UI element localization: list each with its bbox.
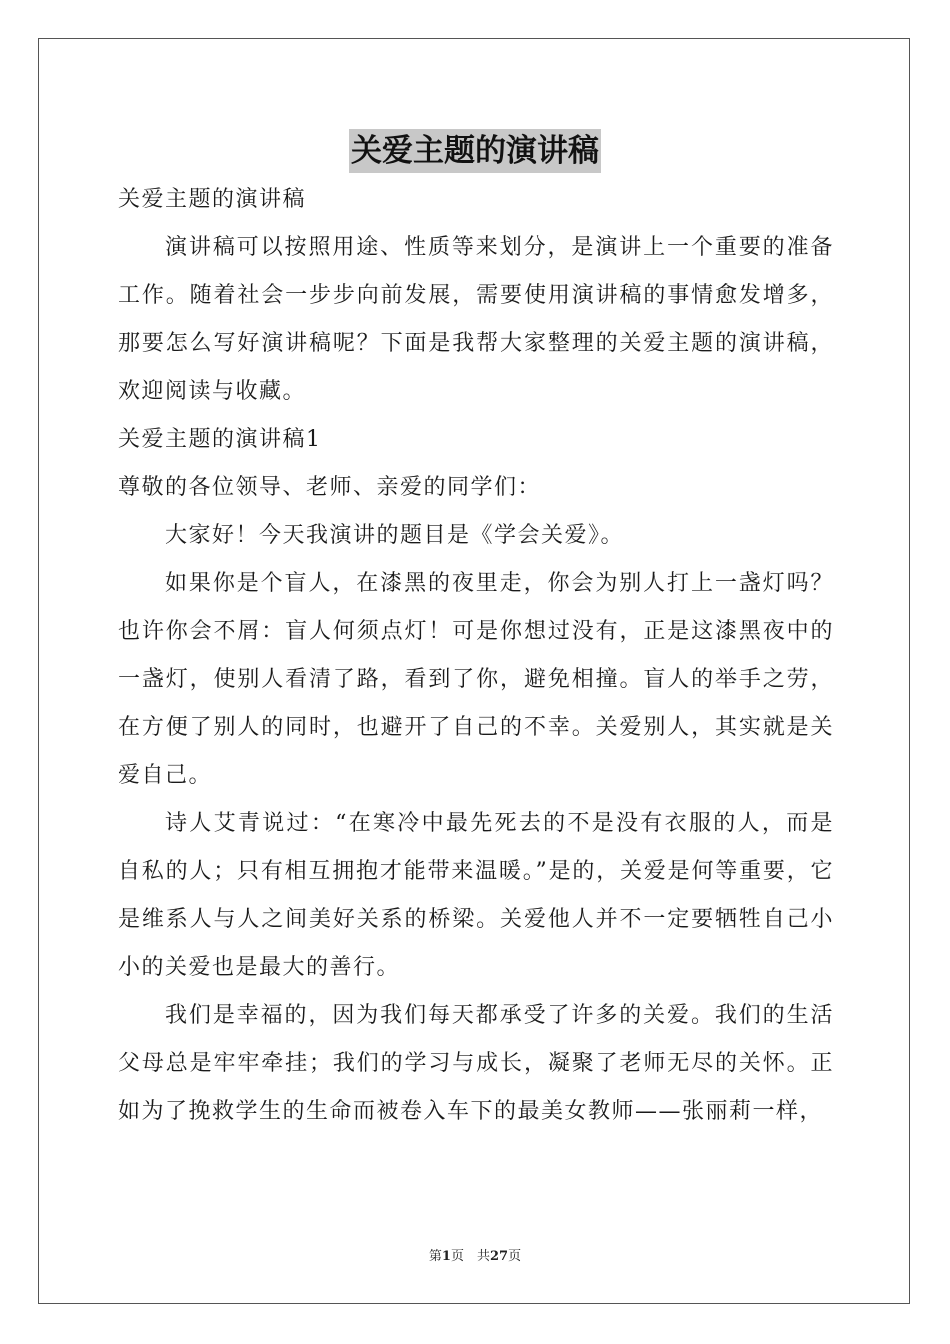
paragraph: 尊敬的各位领导、老师、亲爱的同学们：	[118, 475, 542, 500]
paragraph: 如果你是个盲人，在漆黑的夜里走，你会为别人打上一盏灯吗？也许你会不屑：盲人何须点灯！可是你想过没有，正是这漆黑夜中的一盏灯，使别人看清了路，看到了你，避免相撞。盲人的举手之劳，在方便了别人的同时，也避开了自己的不幸。关爱别人，其实就是关爱自己。	[118, 571, 834, 788]
paragraph: 关爱主题的演讲稿1	[118, 427, 322, 452]
document-title: 关爱主题的演讲稿	[0, 128, 950, 173]
footer-page-mid: 页 共	[450, 1249, 490, 1264]
paragraph: 大家好！今天我演讲的题目是《学会关爱》。	[165, 523, 625, 548]
paragraph: 诗人艾青说过：“在寒冷中最先死去的不是没有衣服的人，而是自私的人；只有相互拥抱才能带来温暖。”是的，关爱是何等重要，它是维系人与人之间美好关系的桥梁。关爱他人并不一定要牺牲自己小小的关爱也是最大的善行。	[118, 811, 834, 980]
document-body	[118, 176, 834, 1136]
paragraph: 关爱主题的演讲稿	[118, 187, 307, 212]
footer-page-total: 27	[489, 1249, 509, 1264]
footer-page-current: 1	[441, 1249, 451, 1264]
page-footer	[0, 1245, 950, 1264]
footer-page-suffix: 页	[508, 1249, 522, 1264]
paragraph: 我们是幸福的，因为我们每天都承受了许多的关爱。我们的生活父母总是牢牢牵挂；我们的学习与成长，凝聚了老师无尽的关怀。正如为了挽救学生的生命而被卷入车下的最美女教师——张丽莉一样，	[118, 1003, 834, 1124]
paragraph: 演讲稿可以按照用途、性质等来划分，是演讲上一个重要的准备工作。随着社会一步步向前发展，需要使用演讲稿的事情愈发增多，那要怎么写好演讲稿呢？下面是我帮大家整理的关爱主题的演讲稿，欢迎阅读与收藏。	[118, 235, 834, 404]
footer-page-prefix: 第	[428, 1249, 442, 1264]
